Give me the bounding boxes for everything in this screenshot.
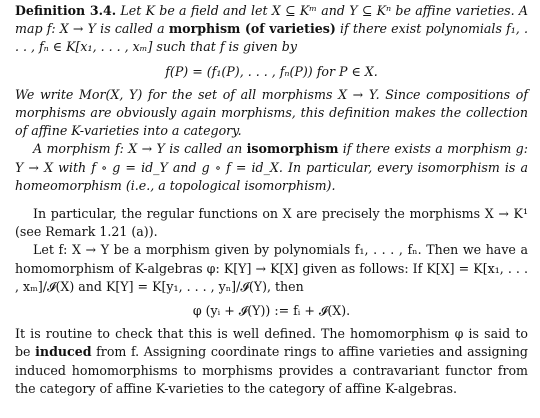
formula-morphism: f(P) = (f₁(P), . . . , fₙ(P)) for P ∈ X. — [165, 63, 378, 79]
induced-text-start: It is routine to check that this is well defined. The homomorphism φ is said to be — [15, 326, 528, 360]
isomorphism-paragraph — [15, 140, 528, 195]
regular-functions-paragraph: In particular, the regular functions on X are precisely the morphisms X → K¹ (see Remark 1.21 (a)). — [15, 206, 528, 240]
induced-text-end: from f. Assigning coordinate rings to affine varieties and assigning induced homomorphisms to morphisms provides a contravariant functor from the category of affine K-varieties to the category of affine K-algebras. — [15, 344, 528, 396]
formula-induced-homomorphism: φ (yᵢ + 𝓘(Y)) := fᵢ + 𝓘(X). — [192, 303, 351, 319]
definition-text-end: if there exist polynomials f₁, . . . , fₙ ∈ K[x₁, . . . , xₘ] such that f is given by — [15, 21, 528, 55]
term-isomorphism: isomorphism — [246, 141, 339, 157]
definition-paragraph — [15, 2, 528, 57]
isomorphism-text-start: A morphism f: X → Y is called an — [33, 141, 247, 157]
definition-text-start: Let K be a field and let X ⊆ Kᵐ and Y ⊆ Kⁿ be affine varieties. A map f: X → Y is called a — [15, 3, 528, 37]
spacer — [15, 195, 528, 205]
isomorphism-text-end: if there exists a morphism g: Y → X with f ∘ g = id_Y and g ∘ f = id_X. In particular, every isomorphism is a homeomorphism (i.e., a topological isomorphism). — [15, 141, 528, 193]
induced-paragraph — [15, 325, 528, 398]
term-morphism: morphism (of varieties) — [168, 21, 336, 37]
mor-paragraph: We write Mor(X, Y) for the set of all morphisms X → Y. Since compositions of morphisms are obviously again morphisms, this definition makes the collection of affine K-varieties into a category. — [15, 86, 528, 139]
definition-heading: Definition 3.4. — [15, 3, 117, 18]
term-induced: induced — [35, 344, 92, 360]
homomorphism-paragraph: Let f: X → Y be a morphism given by polynomials f₁, . . . , fₙ. Then we have a homomorphism of K-algebras φ: K[Y] → K[X] given as follows: If K[X] = K[x₁, . . . , xₘ]/𝓘(X) and K[Y] = K[y₁, . . . , yₙ]/𝓘(Y), then — [15, 242, 528, 294]
